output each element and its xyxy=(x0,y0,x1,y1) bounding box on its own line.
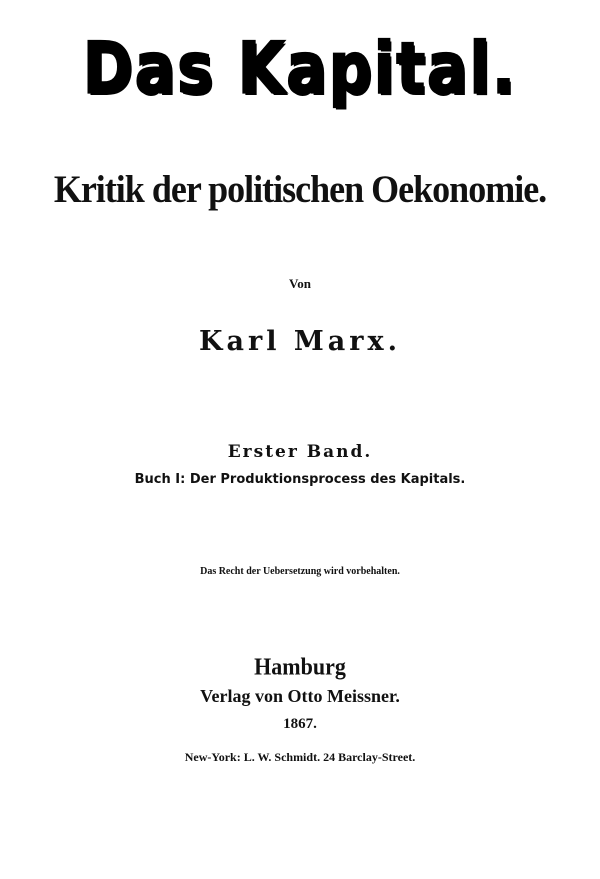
publisher-name: Verlag von Otto Meissner. xyxy=(200,686,400,706)
by-label: Von xyxy=(289,276,311,291)
volume-label: Erster Band. xyxy=(227,442,373,462)
rights-notice: Das Recht der Uebersetzung wird vorbehalten. xyxy=(200,566,400,577)
book-part-label: Buch I: Der Produktionsprocess des Kapitals. xyxy=(134,472,466,487)
new-york-agent: New-York: L. W. Schmidt. 24 Barclay-Street. xyxy=(184,750,416,764)
publication-city: Hamburg xyxy=(254,652,346,681)
publication-year: 1867. xyxy=(283,716,317,732)
book-title: Das Kapital. xyxy=(83,27,517,111)
book-subtitle: Kritik der politischen Oekonomie. xyxy=(53,167,547,211)
author-name: Karl Marx. xyxy=(199,326,401,357)
